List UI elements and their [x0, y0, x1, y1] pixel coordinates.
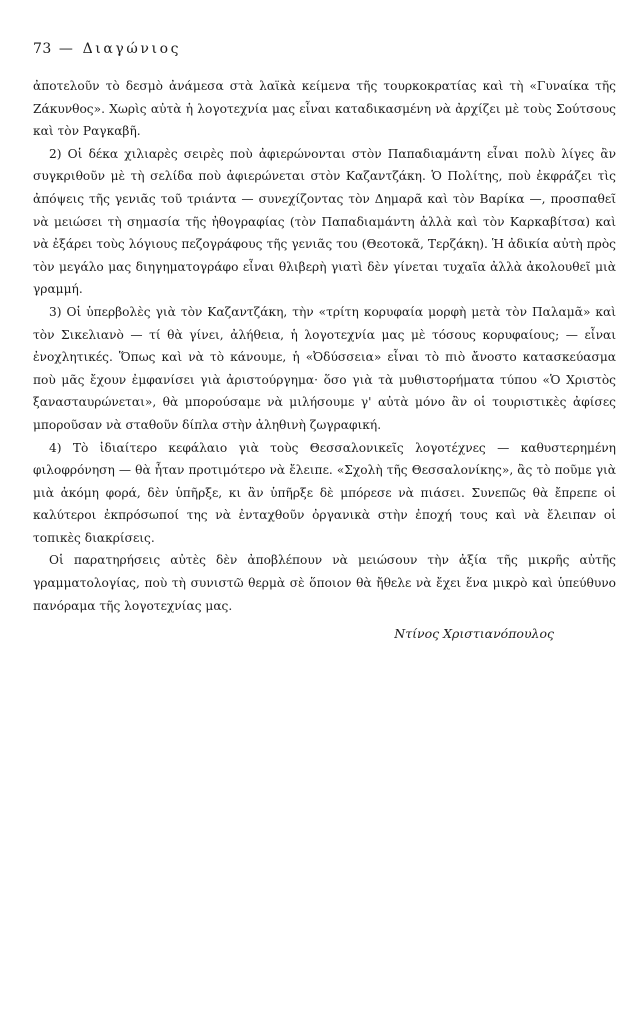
document-page — [33, 40, 616, 645]
journal-title: Διαγώνιος — [82, 41, 182, 57]
header-dash: — — [58, 41, 76, 57]
article-body — [33, 75, 616, 617]
running-header — [33, 40, 616, 58]
paragraph-continuation: ἀποτελοῦν τὸ δεσμὸ ἀνάμεσα στὰ λαϊκὰ κείμενα τῆς τουρκοκρατίας καὶ τὴ «Γυναίκα τῆς Ζάκυνθος». Χωρὶς αὐτὰ ἡ λογοτεχνία μας εἶναι καταδικασμένη νὰ ἀρχίζει μὲ τοὺς Σούτσους καὶ τὸν Ραγκαβῆ. — [33, 79, 616, 139]
paragraph-point-2: 2) Οἱ δέκα χιλιαρὲς σειρὲς ποὺ ἀφιερώνονται στὸν Παπαδιαμάντη εἶναι πολὺ λίγες ἂν συγκριθοῦν μὲ τὴ σελίδα ποὺ ἀφιερώνεται στὸν Καζαντζάκη. Ὁ Πολίτης, ποὺ ἐκφράζει τὶς ἀπόψεις τῆς γενιᾶς τοῦ τριάντα — συνεχίζοντας τὸν Δημαρᾶ καὶ τὸν Βαρίκα —, προσπαθεῖ νὰ μειώσει τὴ σημασία τῆς ἠθογραφίας (τὸν Παπαδιαμάντη ἀλλὰ καὶ τὸν Καρκαβίτσα) καὶ νὰ ἐξάρει τοὺς λόγιους πεζογράφους τῆς γενιᾶς του (Θεοτοκᾶ, Τερζάκη). Ἡ ἀδικία αὐτὴ πρὸς τὸν μεγάλο μας διηγηματογράφο εἶναι θλιβερὴ γιατὶ δὲν γίνεται τυχαῖα ἀλλὰ ἀκολουθεῖ μιὰ γραμμή. — [33, 146, 616, 297]
author-signature: Ντίνος Χριστιανόπουλος — [394, 626, 554, 642]
paragraph-point-4: 4) Τὸ ἰδιαίτερο κεφάλαιο γιὰ τοὺς Θεσσαλονικεῖς λογοτέχνες — καθυστερημένη φιλοφρόνηση — θὰ ἦταν προτιμότερο νὰ ἔλειπε. «Σχολὴ τῆς Θεσσαλονίκης», ἂς τὸ ποῦμε γιὰ μιὰ ἀκόμη φορά, δὲν ὑπῆρξε, κι ἂν ὑπῆρξε δὲ μπόρεσε νὰ πιάσει. Συνεπῶς θὰ ἔπρεπε οἱ καλύτεροι ἐκπρόσωποί της νὰ ἐνταχθοῦν ὀργανικὰ στὴν ἐποχή τους καὶ νὰ ἔλειπαν οἱ τοπικὲς διακρίσεις. — [33, 440, 616, 545]
paragraph-conclusion: Οἱ παρατηρήσεις αὐτὲς δὲν ἀποβλέπουν νὰ μειώσουν τὴν ἀξία τῆς μικρῆς αὐτῆς γραμματολογίας, ποὺ τὴ συνιστῶ θερμὰ σὲ ὅποιον θὰ ἤθελε νὰ ἔχει ἕνα μικρὸ καὶ ὑπεύθυνο πανόραμα τῆς λογοτεχνίας μας. — [33, 553, 616, 613]
paragraph-point-3: 3) Οἱ ὑπερβολὲς γιὰ τὸν Καζαντζάκη, τὴν «τρίτη κορυφαία μορφὴ μετὰ τὸν Παλαμᾶ» καὶ τὸν Σικελιανὸ — τί θὰ γίνει, ἀλήθεια, ἡ λογοτεχνία μας μὲ τόσους κορυφαίους; — εἶναι ἐνοχλητικές. Ὅπως καὶ νὰ τὸ κάνουμε, ἡ «Ὀδύσσεια» εἶναι τὸ πιὸ ἄνοστο κατασκεύασμα ποὺ μᾶς ἔχουν ἐμφανίσει γιὰ ἀριστούργημα· ὅσο γιὰ τὰ μυθιστορήματα τύπου «Ὁ Χριστὸς ξανασταυρώνεται», θὰ μπορούσαμε νὰ μιλήσουμε γ' αὐτὰ μόνο ἂν οἱ τουριστικὲς ἀφίσες μποροῦσαν νὰ σταθοῦν δίπλα στὴν ἀληθινὴ ζωγραφική. — [33, 304, 616, 432]
page-number: 73 — [33, 41, 52, 57]
